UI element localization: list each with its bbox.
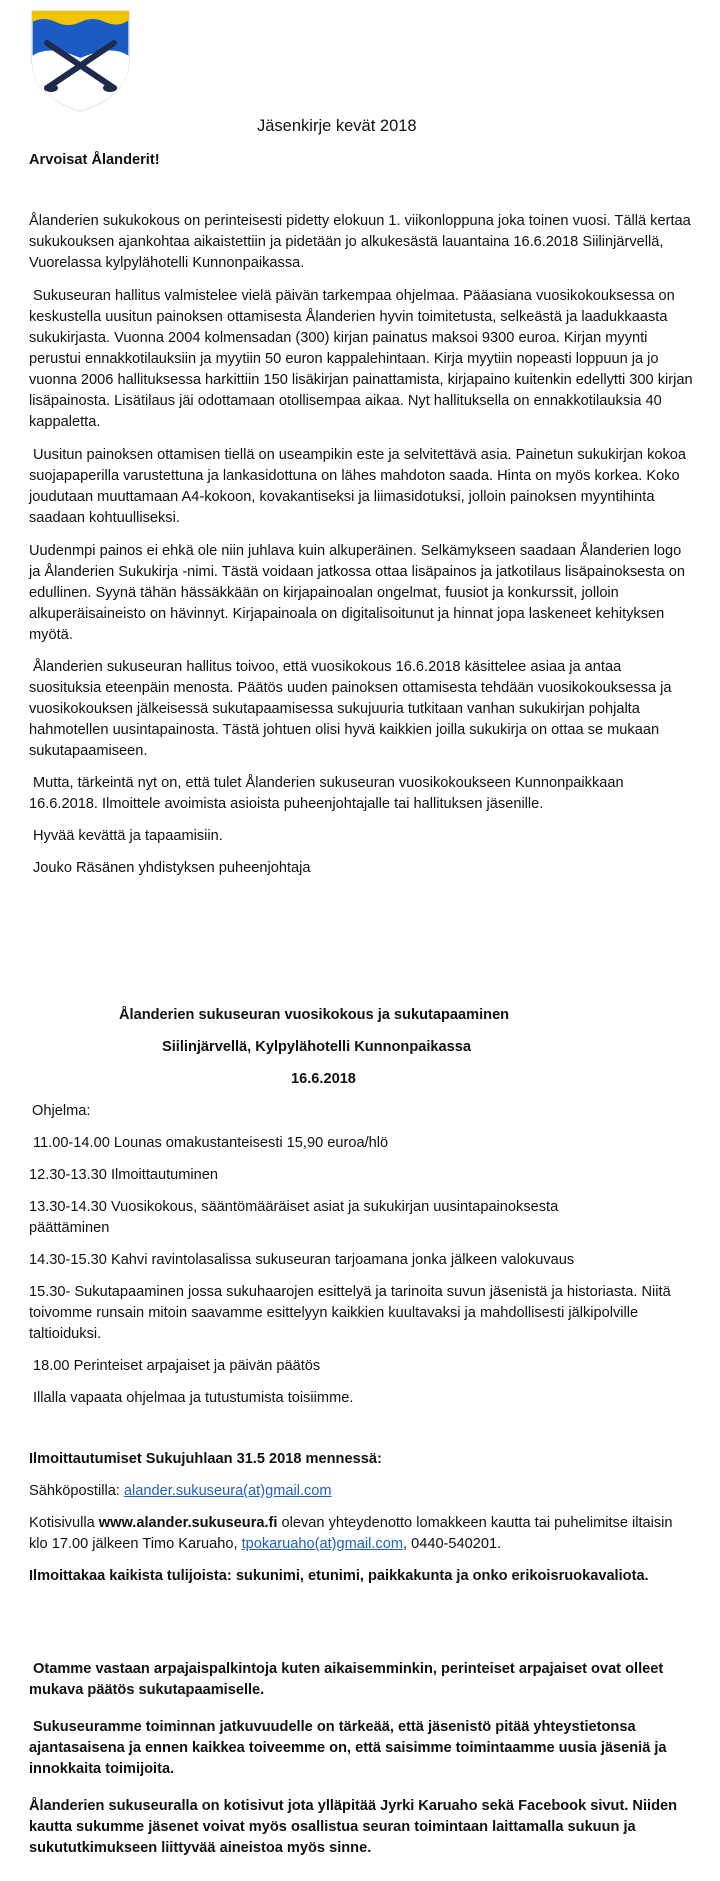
- body-paragraph-4: Uudenmpi painos ei ehkä ole niin juhlava kuin alkuperäinen. Selkämykseen saadaan Ålanderien logo ja Ålanderien Sukukirja -nimi. Tästä voidaan jatkossa ottaa lisäpainos ja jatkotilaus lisäpainoksesta on edullinen. Syynä tähän hässäkkään on kirjapainoalan ongelmat, fuusiot ja konkurssit, jolloin alkuperäisaineisto on hävinnyt. Kirjapainoala on digitalisoitunut ja hinnat jopa laskeneet kehityksen myötä.: [29, 543, 686, 643]
- body-paragraph-6: Mutta, tärkeintä nyt on, että tulet Ålanderien sukuseuran vuosikokoukseen Kunnonpaikkaan 16.6.2018. Ilmoittele avoimista asioista puheenjohtajalle tai hallituksen jäsenille.: [29, 775, 624, 812]
- body-paragraph-3: Uusitun painoksen ottamisen tiellä on useampikin este ja selvitettävä asia. Painetun sukukirjan kokoa suojapaperilla varustettuna ja lankasidottuna on lähes mahdoton saada. Hinta on myös korkea. Koko joudutaan muuttamaan A4-kokoon, kovakantiseksi ja liimasidotuksi, jolloin painoksen myyntihinta saadaan kohtuulliseksi.: [29, 447, 687, 526]
- event-place: Siilinjärvellä, Kylpylähotelli Kunnonpaikassa: [162, 1039, 471, 1055]
- program-label: Ohjelma:: [32, 1103, 91, 1119]
- web-middle: olevan yhteydenotto lomakkeen kautta tai puhelimitse iltaisin klo 17.00 jälkeen Timo Karuaho,: [29, 1515, 673, 1552]
- closing-paragraph-2: Sukuseuramme toiminnan jatkuvuudelle on tärkeää, että jäsenistö pitää yhteystietonsa ajantasaisena ja ennen kaikkea toiveemme on, että saisimme toimintaamme uusia jäseniä ja innokkaita toimijoita.: [29, 1719, 667, 1777]
- program-item: 15.30- Sukutapaaminen jossa sukuhaarojen esittelyä ja tarinoita suvun jäsenistä ja historiasta. Niitä toivomme runsain mitoin saavamme esittelyyn kaikkien kuultavaksi ja mahdollisesti jälkipolville taltioiduksi.: [29, 1284, 671, 1342]
- web-prefix: Kotisivulla: [29, 1515, 99, 1531]
- coat-of-arms-logo: [29, 8, 132, 114]
- program-item: 18.00 Perinteiset arpajaiset ja päivän päätös: [33, 1358, 321, 1374]
- signature: Jouko Räsänen yhdistyksen puheenjohtaja: [33, 860, 311, 876]
- program-item: Illalla vapaata ohjelmaa ja tutustumista toisiimme.: [33, 1390, 354, 1406]
- body-paragraph-5: Ålanderien sukuseuran hallitus toivoo, että vuosikokous 16.6.2018 käsittelee asiaa ja antaa suosituksia eteenpäin menosta. Päätös uuden painoksen ottamisesta tehdään vuosikokouksessa ja vuosikokouksen jälkeisessä sukutapaamisessa sukujuuria tutkitaan vanhan sukukirjan pohjalta hahmotellen uusintapainosta. Tästä johtuen olisi hyvä kaikkien joilla sukukirja on ottaa se mukaan sukutapaamiseen.: [29, 659, 672, 759]
- registration-request: Ilmoittakaa kaikista tulijoista: sukunimi, etunimi, paikkakunta ja onko erikoisruokavaliota.: [29, 1568, 649, 1584]
- body-paragraph-1: Ålanderien sukukokous on perinteisesti pidetty elokuun 1. viikonloppuna joka toinen vuosi. Tällä kertaa sukukouksen ajankohtaa aikaistettiin ja pidetään jo alkukesästä lauantaina 16.6.2018 Siilinjärvellä, Vuorelassa kylpylähotelli Kunnonpaikassa.: [29, 213, 691, 271]
- program-item: 14.30-15.30 Kahvi ravintolasalissa sukuseuran tarjoamana jonka jälkeen valokuvaus: [29, 1252, 575, 1268]
- closing-paragraph-3: Ålanderien sukuseuralla on kotisivut jota ylläpitää Jyrki Karuaho sekä Facebook sivut. Niiden kautta sukumme jäsenet voivat myös osallistua seuran toimintaan laittamalla sukuun ja sukututkimukseen liittyvää aineistoa myös sinne.: [29, 1798, 678, 1856]
- program-item: 12.30-13.30 Ilmoittautuminen: [29, 1167, 219, 1183]
- contact-email-link[interactable]: tpokaruaho(at)gmail.com: [241, 1536, 403, 1552]
- event-title: Ålanderien sukuseuran vuosikokous ja sukutapaaminen: [119, 1007, 510, 1023]
- body-paragraph-2: Sukuseuran hallitus valmistelee vielä päivän tarkempaa ohjelmaa. Pääasiana vuosikokouksessa on keskustella uusitun painoksen ottamisesta Ålanderien hyvin toimitetusta, selkeästä ja laadukkaasta sukukirjasta. Vuonna 2004 kolmensadan (300) kirjan painatus maksoi 9300 euroa. Kirjan myynti perustui ennakkotilauksiin ja myytiin 50 euron kappalehintaan. Kirja myytiin nopeasti loppuun ja jo vuonna 2006 hallituksessa harkittiin 150 lisäkirjan painattamista, kirjapaino kuitenkin edellytti 300 kirjan lisäpainosta. Lisätilaus jäi odottamaan otollisempaa aikaa. Nyt hallituksella on ennakkotilauksia 40 kappaletta.: [29, 288, 693, 430]
- website-link[interactable]: www.alander.sukuseura.fi: [98, 1515, 278, 1531]
- registration-email-line: [29, 1481, 695, 1502]
- greeting: Arvoisat Ålanderit!: [29, 152, 160, 168]
- closing-paragraph-1: Otamme vastaan arpajaispalkintoja kuten aikaisemminkin, perinteiset arpajaiset ovat olleet mukava päätös sukutapaamiselle.: [29, 1661, 664, 1698]
- program-item: 13.30-14.30 Vuosikokous, sääntömääräiset asiat ja sukukirjan uusintapainoksesta päättäminen: [29, 1199, 559, 1236]
- event-date: 16.6.2018: [291, 1071, 356, 1087]
- phone-number: , 0440-540201.: [402, 1536, 502, 1552]
- closing-wish: Hyvää kevättä ja tapaamisiin.: [33, 828, 223, 844]
- program-item: 11.00-14.00 Lounas omakustanteisesti 15,90 euroa/hlö: [33, 1135, 389, 1151]
- email-label: Sähköpostilla:: [29, 1483, 124, 1499]
- letter-title: Jäsenkirje kevät 2018: [257, 117, 417, 135]
- email-link[interactable]: alander.sukuseura(at)gmail.com: [123, 1483, 332, 1499]
- registration-heading: Ilmoittautumiset Sukujuhlaan 31.5 2018 mennessä:: [29, 1451, 382, 1467]
- registration-web-line: [29, 1513, 695, 1555]
